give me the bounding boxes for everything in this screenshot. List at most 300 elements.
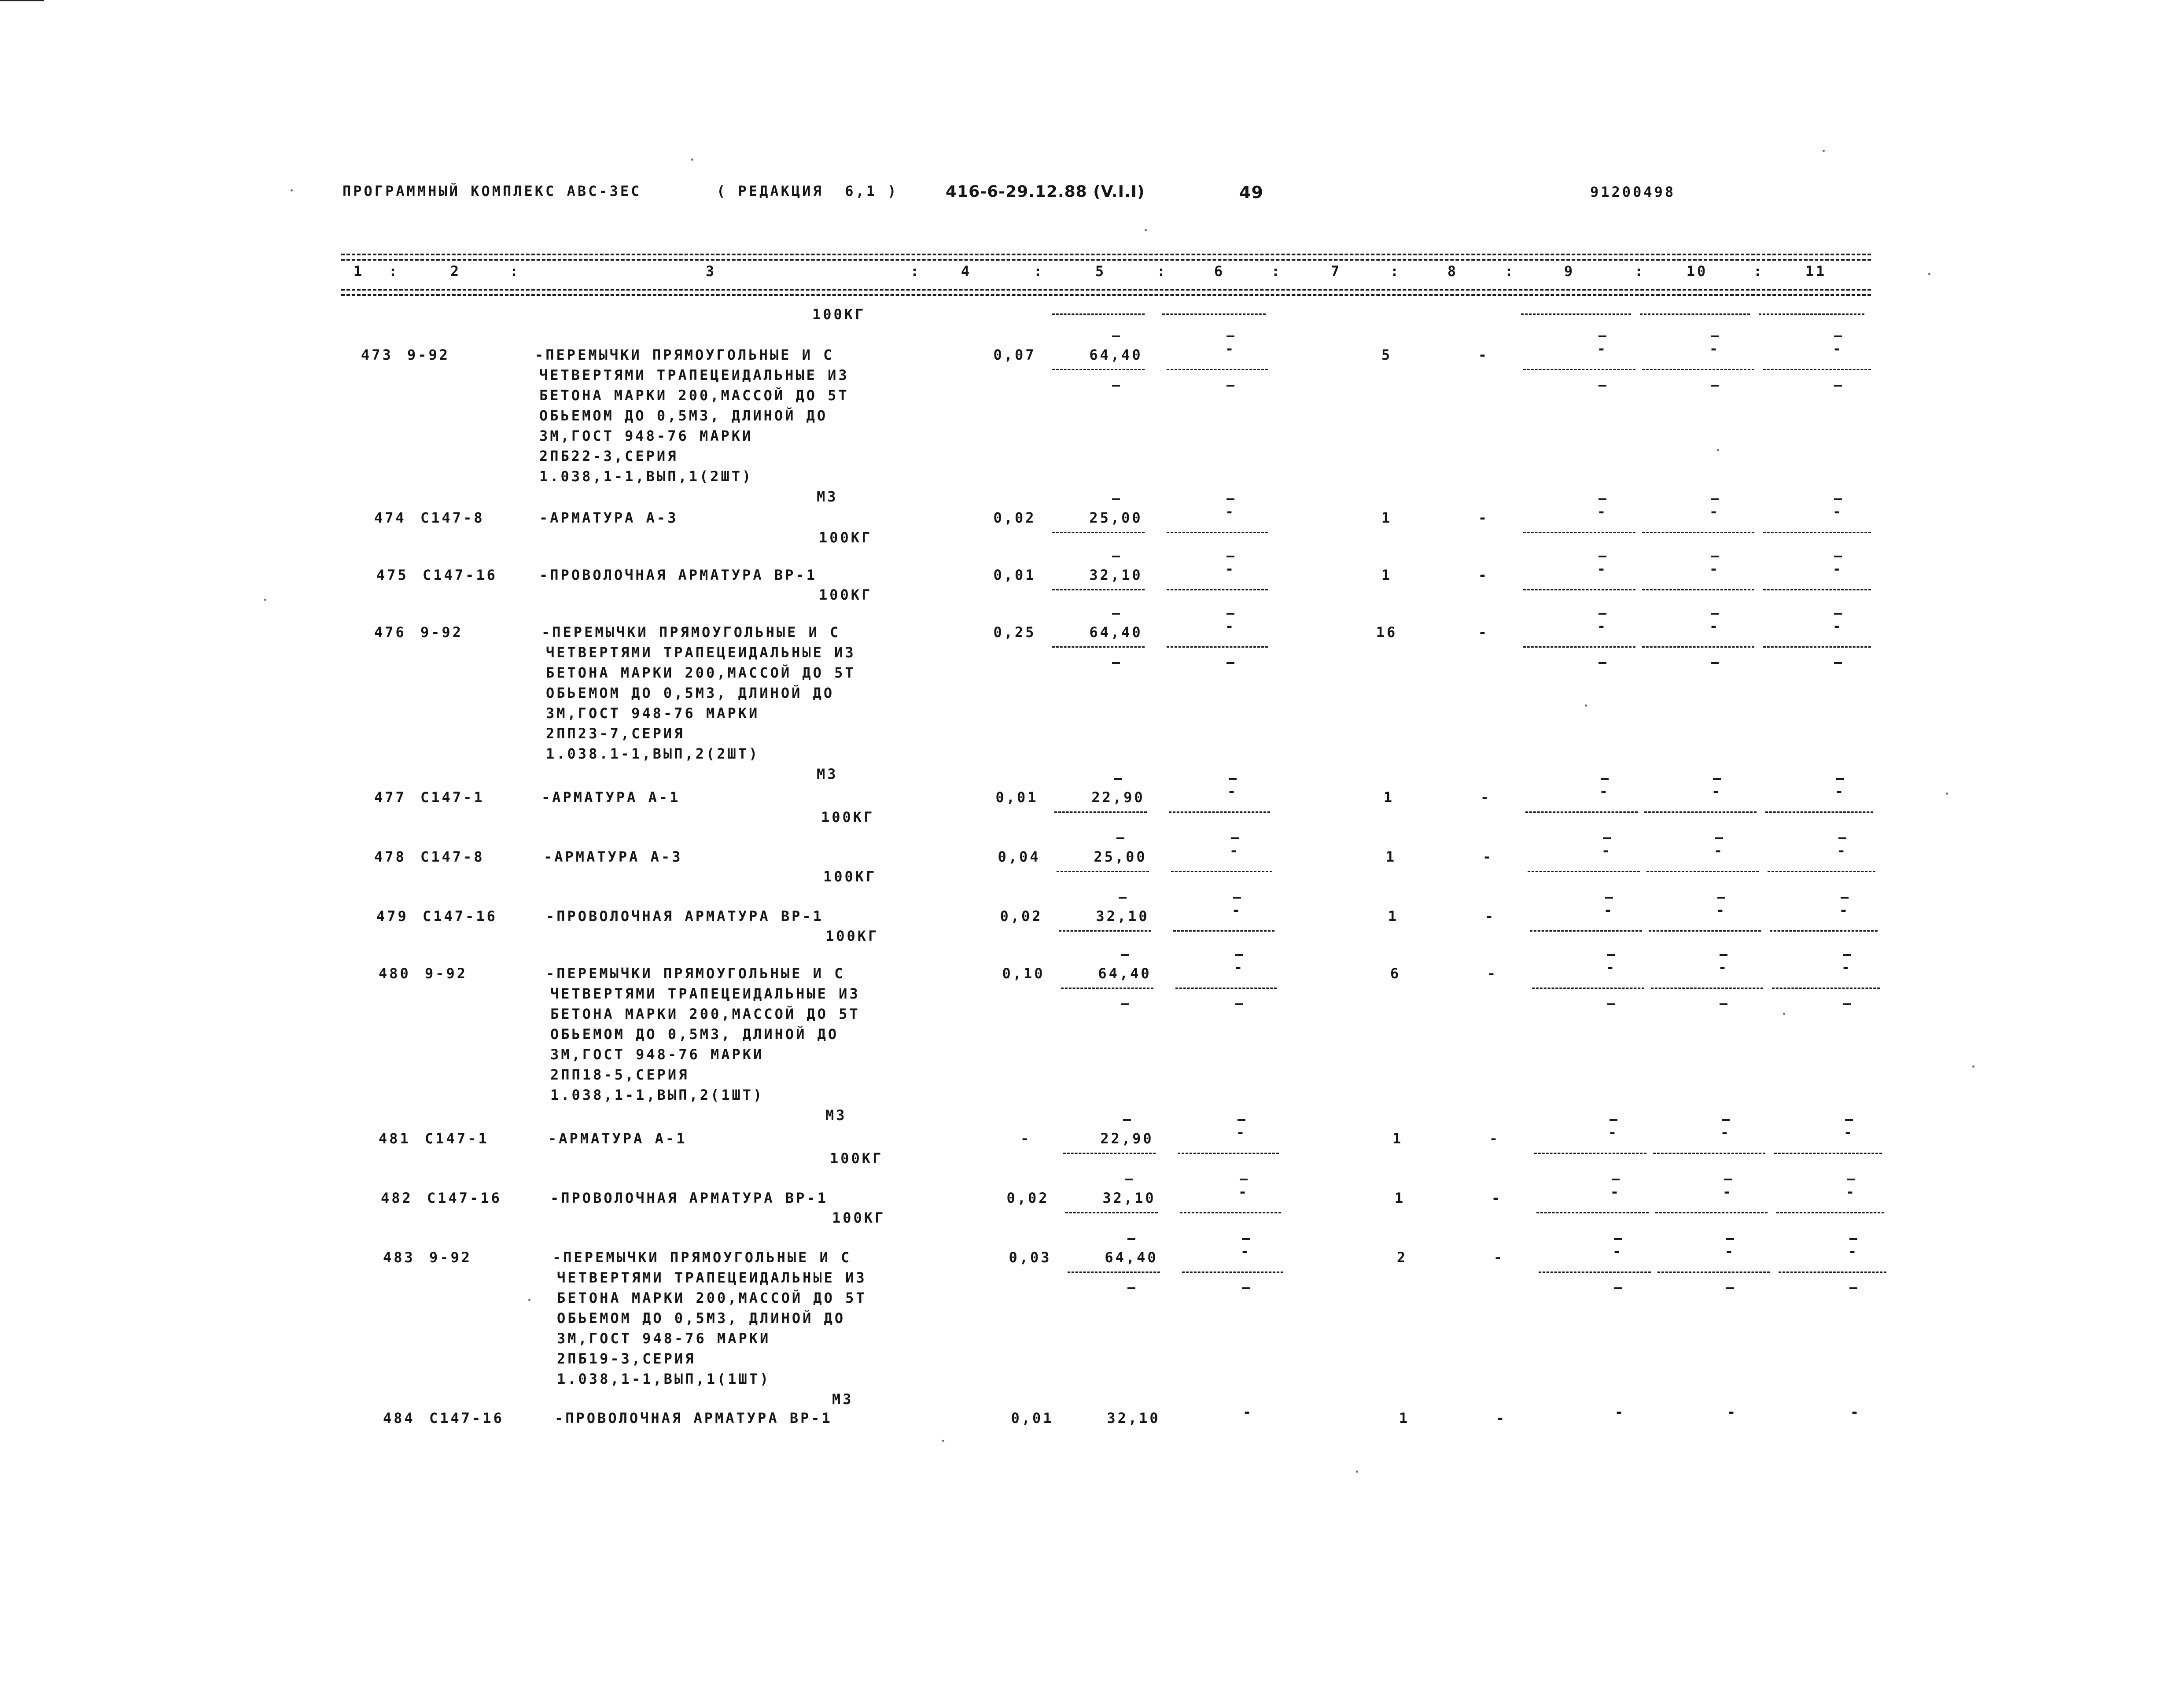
marker-dash bbox=[1834, 662, 1842, 664]
scan-speck bbox=[1783, 1013, 1785, 1015]
subtotal-rule bbox=[1539, 1271, 1651, 1273]
subtotal-rule bbox=[1173, 930, 1274, 932]
marker-dash bbox=[1114, 778, 1122, 780]
column-8-value: - bbox=[1484, 908, 1496, 925]
subtotal-rule bbox=[1642, 369, 1754, 370]
unit-of-measure: М3 bbox=[817, 488, 838, 505]
marker-dash bbox=[1598, 498, 1606, 500]
subtotal-rule bbox=[1523, 369, 1635, 370]
work-description-line: -ПРОВОЛОЧНАЯ АРМАТУРА ВР-1 bbox=[555, 1410, 832, 1426]
unit-of-measure: 100КГ bbox=[821, 809, 875, 826]
work-description-line: -ПРОВОЛОЧНАЯ АРМАТУРА ВР-1 bbox=[539, 567, 817, 583]
quantity-value: 0,25 bbox=[993, 624, 1036, 641]
subtotal-rule bbox=[1651, 988, 1763, 989]
column-8-value: - bbox=[1478, 567, 1489, 583]
marker-dash bbox=[1845, 1119, 1853, 1121]
work-description-line: -АРМАТУРА А-3 bbox=[544, 848, 683, 865]
subtotal-rule bbox=[1640, 313, 1750, 315]
scan-speck bbox=[1946, 792, 1948, 795]
subtotal-rule bbox=[1642, 646, 1754, 648]
norm-code: 9-92 bbox=[429, 1249, 472, 1266]
quantity-value: 0,07 bbox=[993, 346, 1036, 363]
column-9-value: - bbox=[1614, 1404, 1626, 1420]
work-description-line: -ПРОВОЛОЧНАЯ АРМАТУРА ВР-1 bbox=[550, 1190, 828, 1206]
scan-speck bbox=[264, 599, 266, 601]
unit-of-measure: 100КГ bbox=[832, 1209, 886, 1226]
column-6-value: - bbox=[1231, 902, 1243, 918]
page-number: 49 bbox=[1239, 183, 1263, 202]
column-9-value: - bbox=[1601, 842, 1613, 859]
subtotal-rule bbox=[1052, 313, 1145, 315]
column-8-value: - bbox=[1482, 848, 1494, 865]
total-value: 16 bbox=[1376, 624, 1398, 641]
subtotal-rule bbox=[1169, 811, 1270, 813]
marker-dash bbox=[1231, 837, 1239, 839]
unit-of-measure: 100КГ bbox=[819, 529, 873, 546]
marker-dash bbox=[1609, 1119, 1617, 1121]
column-6-value: - bbox=[1229, 842, 1241, 859]
row-number: 481 bbox=[379, 1130, 411, 1147]
column-9-value: - bbox=[1610, 1183, 1621, 1200]
column-separator: : bbox=[1156, 263, 1168, 280]
column-8-value: - bbox=[1480, 789, 1492, 806]
column-header-9: 9 bbox=[1564, 263, 1575, 280]
column-header-11: 11 bbox=[1805, 263, 1827, 280]
scan-speck bbox=[1823, 150, 1825, 152]
quantity-value: 0,04 bbox=[998, 848, 1041, 865]
subtotal-rule bbox=[1528, 871, 1640, 872]
subtotal-rule bbox=[1776, 1212, 1884, 1213]
marker-dash bbox=[1711, 613, 1719, 615]
unit-price-value: 32,10 bbox=[1107, 1410, 1160, 1426]
work-description-line: 2ПБ19-3,СЕРИЯ bbox=[557, 1350, 696, 1367]
norm-code: 9-92 bbox=[425, 965, 468, 982]
total-value: 1 bbox=[1381, 509, 1392, 526]
column-header-6: 6 bbox=[1214, 263, 1225, 280]
unit-price-value: 64,40 bbox=[1105, 1249, 1158, 1266]
work-description-line: БЕТОНА МАРКИ 200,МАССОЙ ДО 5Т bbox=[546, 664, 856, 681]
norm-code: С147-16 bbox=[427, 1190, 502, 1206]
row-number: 480 bbox=[379, 965, 411, 982]
marker-dash bbox=[1242, 1238, 1250, 1240]
work-description-line: 1.038,1-1,ВЫП,2(1ШТ) bbox=[550, 1087, 764, 1103]
quantity-value: 0,02 bbox=[1006, 1190, 1050, 1206]
marker-dash bbox=[1112, 662, 1120, 664]
unit-of-measure: 100КГ bbox=[825, 928, 879, 944]
marker-dash bbox=[1717, 897, 1725, 899]
marker-dash bbox=[1605, 897, 1613, 899]
work-description-line: 1.038,1-1,ВЫП,1(1ШТ) bbox=[557, 1371, 771, 1387]
marker-dash bbox=[1603, 837, 1611, 839]
subtotal-rule bbox=[1653, 1153, 1765, 1154]
work-description-line: -АРМАТУРА А-1 bbox=[541, 789, 681, 806]
marker-dash bbox=[1834, 498, 1842, 500]
column-separator: : bbox=[1033, 263, 1045, 280]
subtotal-rule bbox=[1052, 532, 1145, 533]
marker-dash bbox=[1711, 498, 1719, 500]
subtotal-rule bbox=[1763, 369, 1871, 370]
marker-dash bbox=[1598, 662, 1606, 664]
column-10-value: - bbox=[1716, 902, 1727, 918]
marker-dash bbox=[1240, 1179, 1248, 1180]
marker-dash bbox=[1226, 613, 1234, 615]
column-8-value: - bbox=[1489, 1130, 1500, 1147]
marker-dash bbox=[1724, 1179, 1732, 1180]
subtotal-rule bbox=[1763, 589, 1871, 590]
marker-dash bbox=[1711, 556, 1719, 557]
subtotal-rule bbox=[1182, 1271, 1283, 1273]
work-description-line: 3М,ГОСТ 948-76 МАРКИ bbox=[546, 705, 760, 722]
subtotal-rule bbox=[1657, 1271, 1770, 1273]
work-description-line: 2ПП23-7,СЕРИЯ bbox=[546, 725, 685, 742]
column-10-value: - bbox=[1709, 560, 1720, 577]
column-8-value: - bbox=[1478, 509, 1489, 526]
subtotal-rule bbox=[1065, 1212, 1158, 1213]
norm-code: С147-8 bbox=[420, 848, 485, 865]
column-8-value: - bbox=[1493, 1249, 1505, 1266]
unit-price-value: 32,10 bbox=[1102, 1190, 1156, 1206]
marker-dash bbox=[1226, 335, 1234, 337]
work-description-line: ОБЬЕМОМ ДО 0,5М3, ДЛИНОЙ ДО bbox=[550, 1026, 839, 1043]
subtotal-rule bbox=[1759, 313, 1864, 315]
marker-dash bbox=[1121, 1003, 1129, 1005]
norm-code: С147-16 bbox=[429, 1410, 504, 1426]
column-header-1: 1 bbox=[353, 263, 365, 280]
subtotal-rule bbox=[1052, 646, 1145, 648]
column-11-value: - bbox=[1832, 618, 1844, 634]
total-value: 1 bbox=[1399, 1410, 1410, 1426]
total-value: 6 bbox=[1390, 965, 1401, 982]
marker-dash bbox=[1843, 954, 1851, 956]
column-9-value: - bbox=[1599, 783, 1610, 800]
subtotal-rule bbox=[1774, 1153, 1882, 1154]
subtotal-rule bbox=[1525, 811, 1638, 813]
marker-dash bbox=[1849, 1238, 1857, 1240]
column-10-value: - bbox=[1718, 959, 1729, 976]
total-value: 1 bbox=[1381, 567, 1392, 583]
work-description-line: БЕТОНА МАРКИ 200,МАССОЙ ДО 5Т bbox=[557, 1290, 867, 1306]
total-value: 1 bbox=[1392, 1130, 1403, 1147]
marker-dash bbox=[1834, 613, 1842, 615]
unit-of-measure: 100КГ bbox=[830, 1150, 884, 1167]
subtotal-rule bbox=[1178, 1153, 1279, 1154]
marker-dash bbox=[1614, 1287, 1622, 1289]
edition-label: ( РЕДАКЦИЯ 6,1 ) bbox=[717, 183, 899, 199]
subtotal-rule bbox=[1061, 988, 1153, 989]
quantity-value: 0,01 bbox=[995, 789, 1039, 806]
column-6-value: - bbox=[1227, 783, 1238, 800]
column-8-value: - bbox=[1478, 624, 1489, 641]
quantity-value: 0,10 bbox=[1002, 965, 1045, 982]
marker-dash bbox=[1226, 498, 1234, 500]
column-10-value: - bbox=[1713, 842, 1725, 859]
unit-of-measure: М3 bbox=[817, 766, 838, 782]
column-header-8: 8 bbox=[1447, 263, 1458, 280]
work-description-line: 3М,ГОСТ 948-76 МАРКИ bbox=[539, 428, 753, 444]
work-description-line: ОБЬЕМОМ ДО 0,5М3, ДЛИНОЙ ДО bbox=[539, 407, 828, 424]
column-11-value: - bbox=[1843, 1124, 1855, 1141]
column-11-value: - bbox=[1837, 842, 1848, 859]
subtotal-rule bbox=[1063, 1153, 1156, 1154]
total-value: 1 bbox=[1394, 1190, 1406, 1206]
column-9-value: - bbox=[1606, 959, 1617, 976]
row-number: 476 bbox=[374, 624, 406, 641]
marker-dash bbox=[1123, 1119, 1131, 1121]
marker-dash bbox=[1125, 1179, 1133, 1180]
norm-code: С147-1 bbox=[425, 1130, 489, 1147]
marker-dash bbox=[1834, 335, 1842, 337]
subtotal-rule bbox=[1175, 988, 1277, 989]
column-11-value: - bbox=[1832, 340, 1844, 357]
document-code: 91200498 bbox=[1590, 184, 1676, 200]
column-11-value: - bbox=[1845, 1183, 1857, 1200]
column-11-value: - bbox=[1832, 560, 1844, 577]
unit-price-value: 32,10 bbox=[1096, 908, 1149, 925]
quantity-value: 0,02 bbox=[1000, 908, 1043, 925]
work-description-line: ОБЬЕМОМ ДО 0,5М3, ДЛИНОЙ ДО bbox=[546, 685, 835, 701]
column-10-value: - bbox=[1709, 340, 1720, 357]
subtotal-rule bbox=[1054, 811, 1147, 813]
work-description-line: ЧЕТВЕРТЯМИ ТРАПЕЦЕИДАЛЬНЫЕ ИЗ bbox=[546, 644, 856, 661]
row-number: 478 bbox=[374, 848, 406, 865]
marker-dash bbox=[1226, 556, 1234, 557]
column-separator: : bbox=[388, 263, 400, 280]
column-9-value: - bbox=[1603, 902, 1615, 918]
subtotal-rule bbox=[1530, 930, 1642, 932]
scan-speck bbox=[691, 158, 693, 161]
norm-code: 9-92 bbox=[420, 624, 464, 641]
column-separator: : bbox=[509, 263, 521, 280]
marker-dash bbox=[1720, 954, 1727, 956]
subtotal-rule bbox=[1770, 930, 1878, 932]
work-description-line: -ПЕРЕМЫЧКИ ПРЯМОУГОЛЬНЫЕ И С bbox=[546, 965, 845, 982]
marker-dash bbox=[1836, 778, 1844, 780]
norm-code: С147-16 bbox=[423, 908, 497, 925]
marker-dash bbox=[1598, 613, 1606, 615]
subtotal-rule bbox=[1644, 811, 1757, 813]
quantity-value: 0,01 bbox=[1011, 1410, 1054, 1426]
column-6-value: - bbox=[1242, 1404, 1254, 1420]
marker-dash bbox=[1713, 778, 1721, 780]
marker-dash bbox=[1127, 1287, 1135, 1289]
scan-speck bbox=[1928, 273, 1930, 275]
unit-of-measure: М3 bbox=[832, 1391, 854, 1408]
scan-speck bbox=[1972, 1065, 1974, 1068]
scan-speck bbox=[1145, 229, 1147, 231]
scan-speck bbox=[1717, 449, 1719, 451]
work-description-line: 3М,ГОСТ 948-76 МАРКИ bbox=[557, 1330, 771, 1347]
unit-of-measure: 100КГ bbox=[819, 586, 873, 603]
marker-dash bbox=[1226, 385, 1234, 387]
marker-dash bbox=[1711, 335, 1719, 337]
marker-dash bbox=[1226, 662, 1234, 664]
subtotal-rule bbox=[1162, 313, 1266, 315]
marker-dash bbox=[1112, 613, 1120, 615]
column-header-10: 10 bbox=[1686, 263, 1708, 280]
column-9-value: - bbox=[1612, 1243, 1624, 1260]
subtotal-rule bbox=[1532, 988, 1644, 989]
subtotal-rule bbox=[1167, 369, 1268, 370]
work-description-line: -АРМАТУРА А-3 bbox=[539, 509, 678, 526]
row-number: 474 bbox=[374, 509, 406, 526]
unit-of-measure: М3 bbox=[825, 1107, 847, 1124]
marker-dash bbox=[1720, 1003, 1727, 1005]
marker-dash bbox=[1112, 385, 1120, 387]
row-number: 473 bbox=[361, 346, 393, 363]
quantity-value: - bbox=[1020, 1130, 1031, 1147]
column-10-value: - bbox=[1711, 783, 1723, 800]
marker-dash bbox=[1607, 954, 1615, 956]
column-8-value: - bbox=[1487, 965, 1498, 982]
marker-dash bbox=[1237, 1119, 1245, 1121]
subtotal-rule bbox=[1655, 1212, 1768, 1213]
scan-speck bbox=[528, 1299, 530, 1301]
column-9-value: - bbox=[1597, 340, 1608, 357]
header-rule-top bbox=[341, 254, 1871, 255]
column-header-5: 5 bbox=[1095, 263, 1106, 280]
column-9-value: - bbox=[1608, 1124, 1619, 1141]
marker-dash bbox=[1843, 1003, 1851, 1005]
work-description-line: -ПЕРЕМЫЧКИ ПРЯМОУГОЛЬНЫЕ И С bbox=[552, 1249, 852, 1266]
marker-dash bbox=[1235, 954, 1243, 956]
work-description-line: -ПЕРЕМЫЧКИ ПРЯМОУГОЛЬНЫЕ И С bbox=[535, 346, 834, 363]
marker-dash bbox=[1834, 385, 1842, 387]
subtotal-rule bbox=[1779, 1271, 1886, 1273]
marker-dash bbox=[1112, 556, 1120, 557]
work-description-line: БЕТОНА МАРКИ 200,МАССОЙ ДО 5Т bbox=[550, 1006, 860, 1022]
row-number: 479 bbox=[376, 908, 409, 925]
unit-price-value: 64,40 bbox=[1098, 965, 1152, 982]
marker-dash bbox=[1722, 1119, 1730, 1121]
subtotal-rule bbox=[1763, 532, 1871, 533]
header-rule-bottom bbox=[341, 289, 1871, 291]
work-description-line: ЧЕТВЕРТЯМИ ТРАПЕЦЕИДАЛЬНЫЕ ИЗ bbox=[539, 367, 849, 383]
marker-dash bbox=[1849, 1287, 1857, 1289]
column-9-value: - bbox=[1597, 618, 1608, 634]
subtotal-rule bbox=[1523, 646, 1635, 648]
work-description-line: БЕТОНА МАРКИ 200,МАССОЙ ДО 5Т bbox=[539, 387, 849, 404]
unit-price-value: 22,90 bbox=[1091, 789, 1145, 806]
work-description-line: 3М,ГОСТ 948-76 МАРКИ bbox=[550, 1046, 764, 1063]
norm-code: С147-16 bbox=[423, 567, 497, 583]
marker-dash bbox=[1838, 837, 1846, 839]
marker-dash bbox=[1127, 1238, 1135, 1240]
marker-dash bbox=[1598, 335, 1606, 337]
total-value: 2 bbox=[1396, 1249, 1408, 1266]
carry-over-unit: 100КГ bbox=[812, 306, 866, 323]
subtotal-rule bbox=[1180, 1212, 1281, 1213]
column-6-value: - bbox=[1225, 503, 1236, 520]
column-separator: : bbox=[1634, 263, 1646, 280]
unit-price-value: 64,40 bbox=[1089, 346, 1143, 363]
work-description-line: 1.038.1-1,ВЫП,2(2ШТ) bbox=[546, 745, 760, 762]
work-description-line: -ПЕРЕМЫЧКИ ПРЯМОУГОЛЬНЫЕ И С bbox=[541, 624, 841, 641]
column-separator: : bbox=[1271, 263, 1282, 280]
scan-speck bbox=[291, 189, 293, 192]
subtotal-rule bbox=[1772, 988, 1880, 989]
row-number: 477 bbox=[374, 789, 406, 806]
marker-dash bbox=[1711, 662, 1719, 664]
marker-dash bbox=[1112, 335, 1120, 337]
column-8-value: - bbox=[1491, 1190, 1503, 1206]
column-11-value: - bbox=[1832, 503, 1844, 520]
column-8-value: - bbox=[1478, 346, 1489, 363]
total-value: 5 bbox=[1381, 346, 1392, 363]
unit-price-value: 25,00 bbox=[1089, 509, 1143, 526]
unit-of-measure: 100КГ bbox=[823, 868, 877, 885]
row-number: 483 bbox=[383, 1249, 415, 1266]
handwritten-reference: 416-6-29.12.88 (V.I.I) bbox=[946, 183, 1145, 201]
column-10-value: - bbox=[1727, 1404, 1738, 1420]
unit-price-value: 25,00 bbox=[1094, 848, 1147, 865]
unit-price-value: 64,40 bbox=[1089, 624, 1143, 641]
column-10-value: - bbox=[1722, 1183, 1734, 1200]
marker-dash bbox=[1841, 897, 1849, 899]
total-value: 1 bbox=[1388, 908, 1399, 925]
work-description-line: 2ПП18-5,СЕРИЯ bbox=[550, 1066, 689, 1083]
column-header-7: 7 bbox=[1330, 263, 1342, 280]
subtotal-rule bbox=[1059, 930, 1151, 932]
column-6-value: - bbox=[1236, 1124, 1247, 1141]
column-6-value: - bbox=[1240, 1243, 1252, 1260]
total-value: 1 bbox=[1383, 789, 1395, 806]
column-separator: : bbox=[1504, 263, 1516, 280]
column-6-value: - bbox=[1225, 340, 1236, 357]
work-description-line: ЧЕТВЕРТЯМИ ТРАПЕЦЕИДАЛЬНЫЕ ИЗ bbox=[557, 1269, 867, 1286]
marker-dash bbox=[1242, 1287, 1250, 1289]
norm-code: 9-92 bbox=[407, 346, 450, 363]
subtotal-rule bbox=[1521, 313, 1631, 315]
row-number: 475 bbox=[376, 567, 409, 583]
marker-dash bbox=[1116, 837, 1124, 839]
subtotal-rule bbox=[1171, 871, 1272, 872]
marker-dash bbox=[1715, 837, 1723, 839]
marker-dash bbox=[1834, 556, 1842, 557]
subtotal-rule bbox=[1768, 871, 1875, 872]
column-separator: : bbox=[1390, 263, 1401, 280]
marker-dash bbox=[1119, 897, 1127, 899]
work-description-line: ЧЕТВЕРТЯМИ ТРАПЕЦЕИДАЛЬНЫЕ ИЗ bbox=[550, 985, 860, 1002]
column-header-3: 3 bbox=[705, 263, 717, 280]
quantity-value: 0,03 bbox=[1009, 1249, 1052, 1266]
subtotal-rule bbox=[1057, 871, 1149, 872]
marker-dash bbox=[1121, 954, 1129, 956]
marker-dash bbox=[1598, 385, 1606, 387]
subtotal-rule bbox=[1068, 1271, 1160, 1273]
column-6-value: - bbox=[1238, 1183, 1249, 1200]
quantity-value: 0,01 bbox=[993, 567, 1036, 583]
scan-artifact-line bbox=[0, 0, 44, 1]
quantity-value: 0,02 bbox=[993, 509, 1036, 526]
marker-dash bbox=[1726, 1287, 1734, 1289]
subtotal-rule bbox=[1167, 646, 1268, 648]
marker-dash bbox=[1614, 1238, 1622, 1240]
work-description-line: 2ПБ22-3,СЕРИЯ bbox=[539, 448, 678, 464]
column-header-2: 2 bbox=[450, 263, 461, 280]
column-9-value: - bbox=[1597, 503, 1608, 520]
header-rule-top-2 bbox=[341, 259, 1871, 261]
subtotal-rule bbox=[1763, 646, 1871, 648]
program-title: ПРОГРАММНЫЙ КОМПЛЕКС АВС-3ЕС bbox=[343, 183, 642, 199]
unit-price-value: 32,10 bbox=[1089, 567, 1143, 583]
column-10-value: - bbox=[1724, 1243, 1736, 1260]
scan-speck bbox=[1585, 704, 1587, 707]
subtotal-rule bbox=[1646, 871, 1759, 872]
work-description-line: -АРМАТУРА А-1 bbox=[548, 1130, 687, 1147]
subtotal-rule bbox=[1642, 589, 1754, 590]
column-6-value: - bbox=[1225, 560, 1236, 577]
column-10-value: - bbox=[1720, 1124, 1731, 1141]
